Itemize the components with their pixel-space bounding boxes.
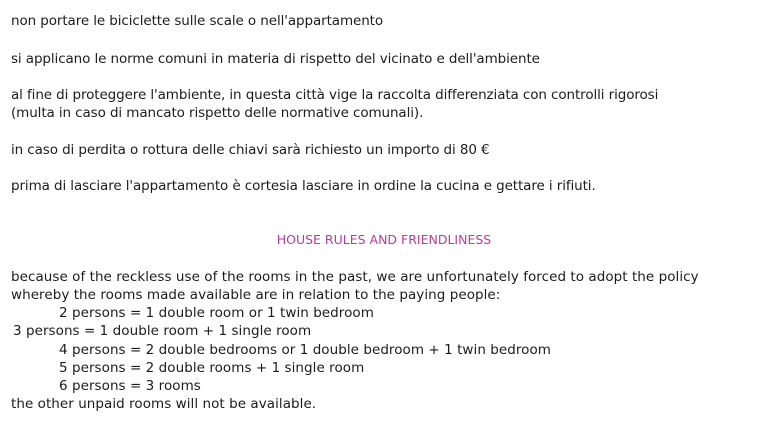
rule-neighbourhood-respect: si applicano le norme comuni in materia di rispetto del vicinato e dell'ambiente [11,51,540,67]
intro-line-1: because of the reckless use of the rooms in the past, we are unfortunately forced to adopt the policy [11,269,699,285]
policy-item-5-persons: 5 persons = 2 double rooms + 1 single room [59,360,365,376]
rule-lost-keys: in caso di perdita o rottura delle chiavi sarà richiesto un importo di 80 € [11,142,490,158]
rule-recycling-line-1: al fine di proteggere l'ambiente, in questa città vige la raccolta differenziata con controlli rigorosi [11,87,659,103]
rule-leaving-apartment: prima di lasciare l'appartamento è cortesia lasciare in ordine la cucina e gettare i rifiuti. [11,178,596,194]
policy-item-6-persons: 6 persons = 3 rooms [59,378,201,394]
closing-note: the other unpaid rooms will not be available. [11,396,317,412]
policy-item-4-persons: 4 persons = 2 double bedrooms or 1 double bedroom + 1 twin bedroom [59,342,551,358]
intro-line-2: whereby the rooms made available are in relation to the paying people: [11,287,501,303]
policy-item-3-persons: 3 persons = 1 double room + 1 single room [13,323,312,339]
rule-no-bicycles: non portare le biciclette sulle scale o nell'appartamento [11,13,384,29]
rule-recycling-line-2: (multa in caso di mancato rispetto delle normative comunali). [11,105,424,121]
house-rules-heading: HOUSE RULES AND FRIENDLINESS [276,232,492,247]
policy-item-2-persons: 2 persons = 1 double room or 1 twin bedroom [59,305,374,321]
